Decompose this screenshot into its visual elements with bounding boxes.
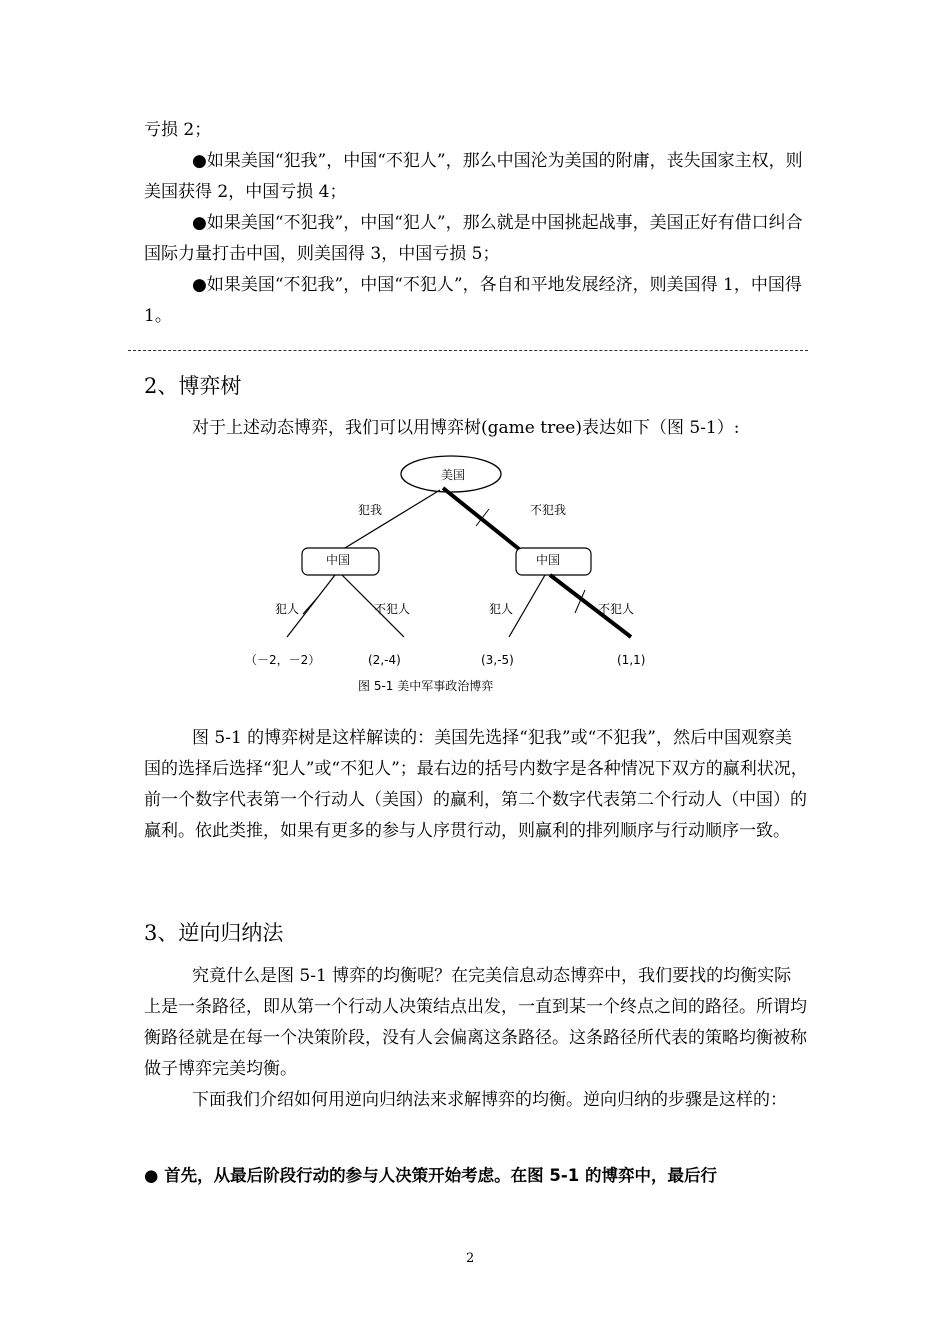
intro-bullet-3: ●如果美国“不犯我”，中国“犯人”，那么就是中国挑起战事，美国正好有借口纠合国际力量打击中国，则美国得 3，中国亏损 5； <box>144 213 803 264</box>
edge-left-label: 犯我 <box>358 503 383 517</box>
section-3-bullet: ● 首先，从最后阶段行动的参与人决策开始考虑。在图 5-1 的博弈中，最后行 <box>144 1166 717 1185</box>
payoff-4: (1,1) <box>617 653 646 667</box>
section-3-paragraph-2: 下面我们介绍如何用逆向归纳法来求解博弈的均衡。逆向归纳的步骤是这样的： <box>192 1090 787 1110</box>
section-2-heading: 2、博弈树 <box>144 374 242 398</box>
rr-label: 不犯人 <box>598 602 635 616</box>
figure-caption: 图 5-1 美中军事政治博弈 <box>358 679 494 693</box>
page-number: 2 <box>466 1251 475 1266</box>
right-node-label: 中国 <box>536 553 561 567</box>
section-3-paragraph-1: 究竟什么是图 5-1 博弈的均衡呢？在完美信息动态博弈中，我们要找的均衡实际上是一条路径，即从第一个行动人决策结点出发，一直到某一个终点之间的路径。所谓均衡路径就是在每一个决策阶段，没有人会偏离这条路径。这条路径所代表的策略均衡被称做子博弈完美均衡。 <box>144 966 807 1079</box>
left-node-label: 中国 <box>326 553 351 567</box>
payoff-2: (2,-4) <box>368 653 401 667</box>
edge-ll-tick <box>303 597 318 614</box>
rl-label: 犯人 <box>489 602 514 616</box>
intro-bullet-4: ●如果美国“不犯我”，中国“不犯人”，各自和平地发展经济，则美国得 1，中国得 1。 <box>144 275 802 326</box>
payoff-1: （－2，－2） <box>245 653 321 667</box>
edge-right-equilibrium <box>443 488 519 549</box>
ll-label: 犯人 <box>275 602 300 616</box>
intro-continuation: 亏损 2； <box>144 120 212 140</box>
root-label: 美国 <box>441 468 466 482</box>
intro-bullet-2: ●如果美国“犯我”，中国“不犯人”，那么中国沦为美国的附庸，丧失国家主权，则美国获得 2，中国亏损 4； <box>144 151 803 202</box>
edge-right-label: 不犯我 <box>530 503 567 517</box>
edge-left <box>340 490 440 551</box>
section-3-heading: 3、逆向归纳法 <box>144 921 284 945</box>
section-2-intro: 对于上述动态博弈，我们可以用博弈树(game tree)表达如下（图 5-1）: <box>192 418 740 438</box>
edge-rl <box>509 575 545 637</box>
explain-paragraph: 图 5-1 的博弈树是这样解读的：美国先选择“犯我”或“不犯我”，然后中国观察美国的选择后选择“犯人”或“不犯人”；最右边的括号内数字是各种情况下双方的赢利状况，前一个数字代表第一个行动人（美国）的赢利，第二个数字代表第二个行动人（中国）的赢利。依此类推，如果有更多的参与人序贯行动，则赢利的排列顺序与行动顺序一致。 <box>144 728 808 841</box>
payoff-3: (3,-5) <box>481 653 514 667</box>
lr-label: 不犯人 <box>374 602 411 616</box>
